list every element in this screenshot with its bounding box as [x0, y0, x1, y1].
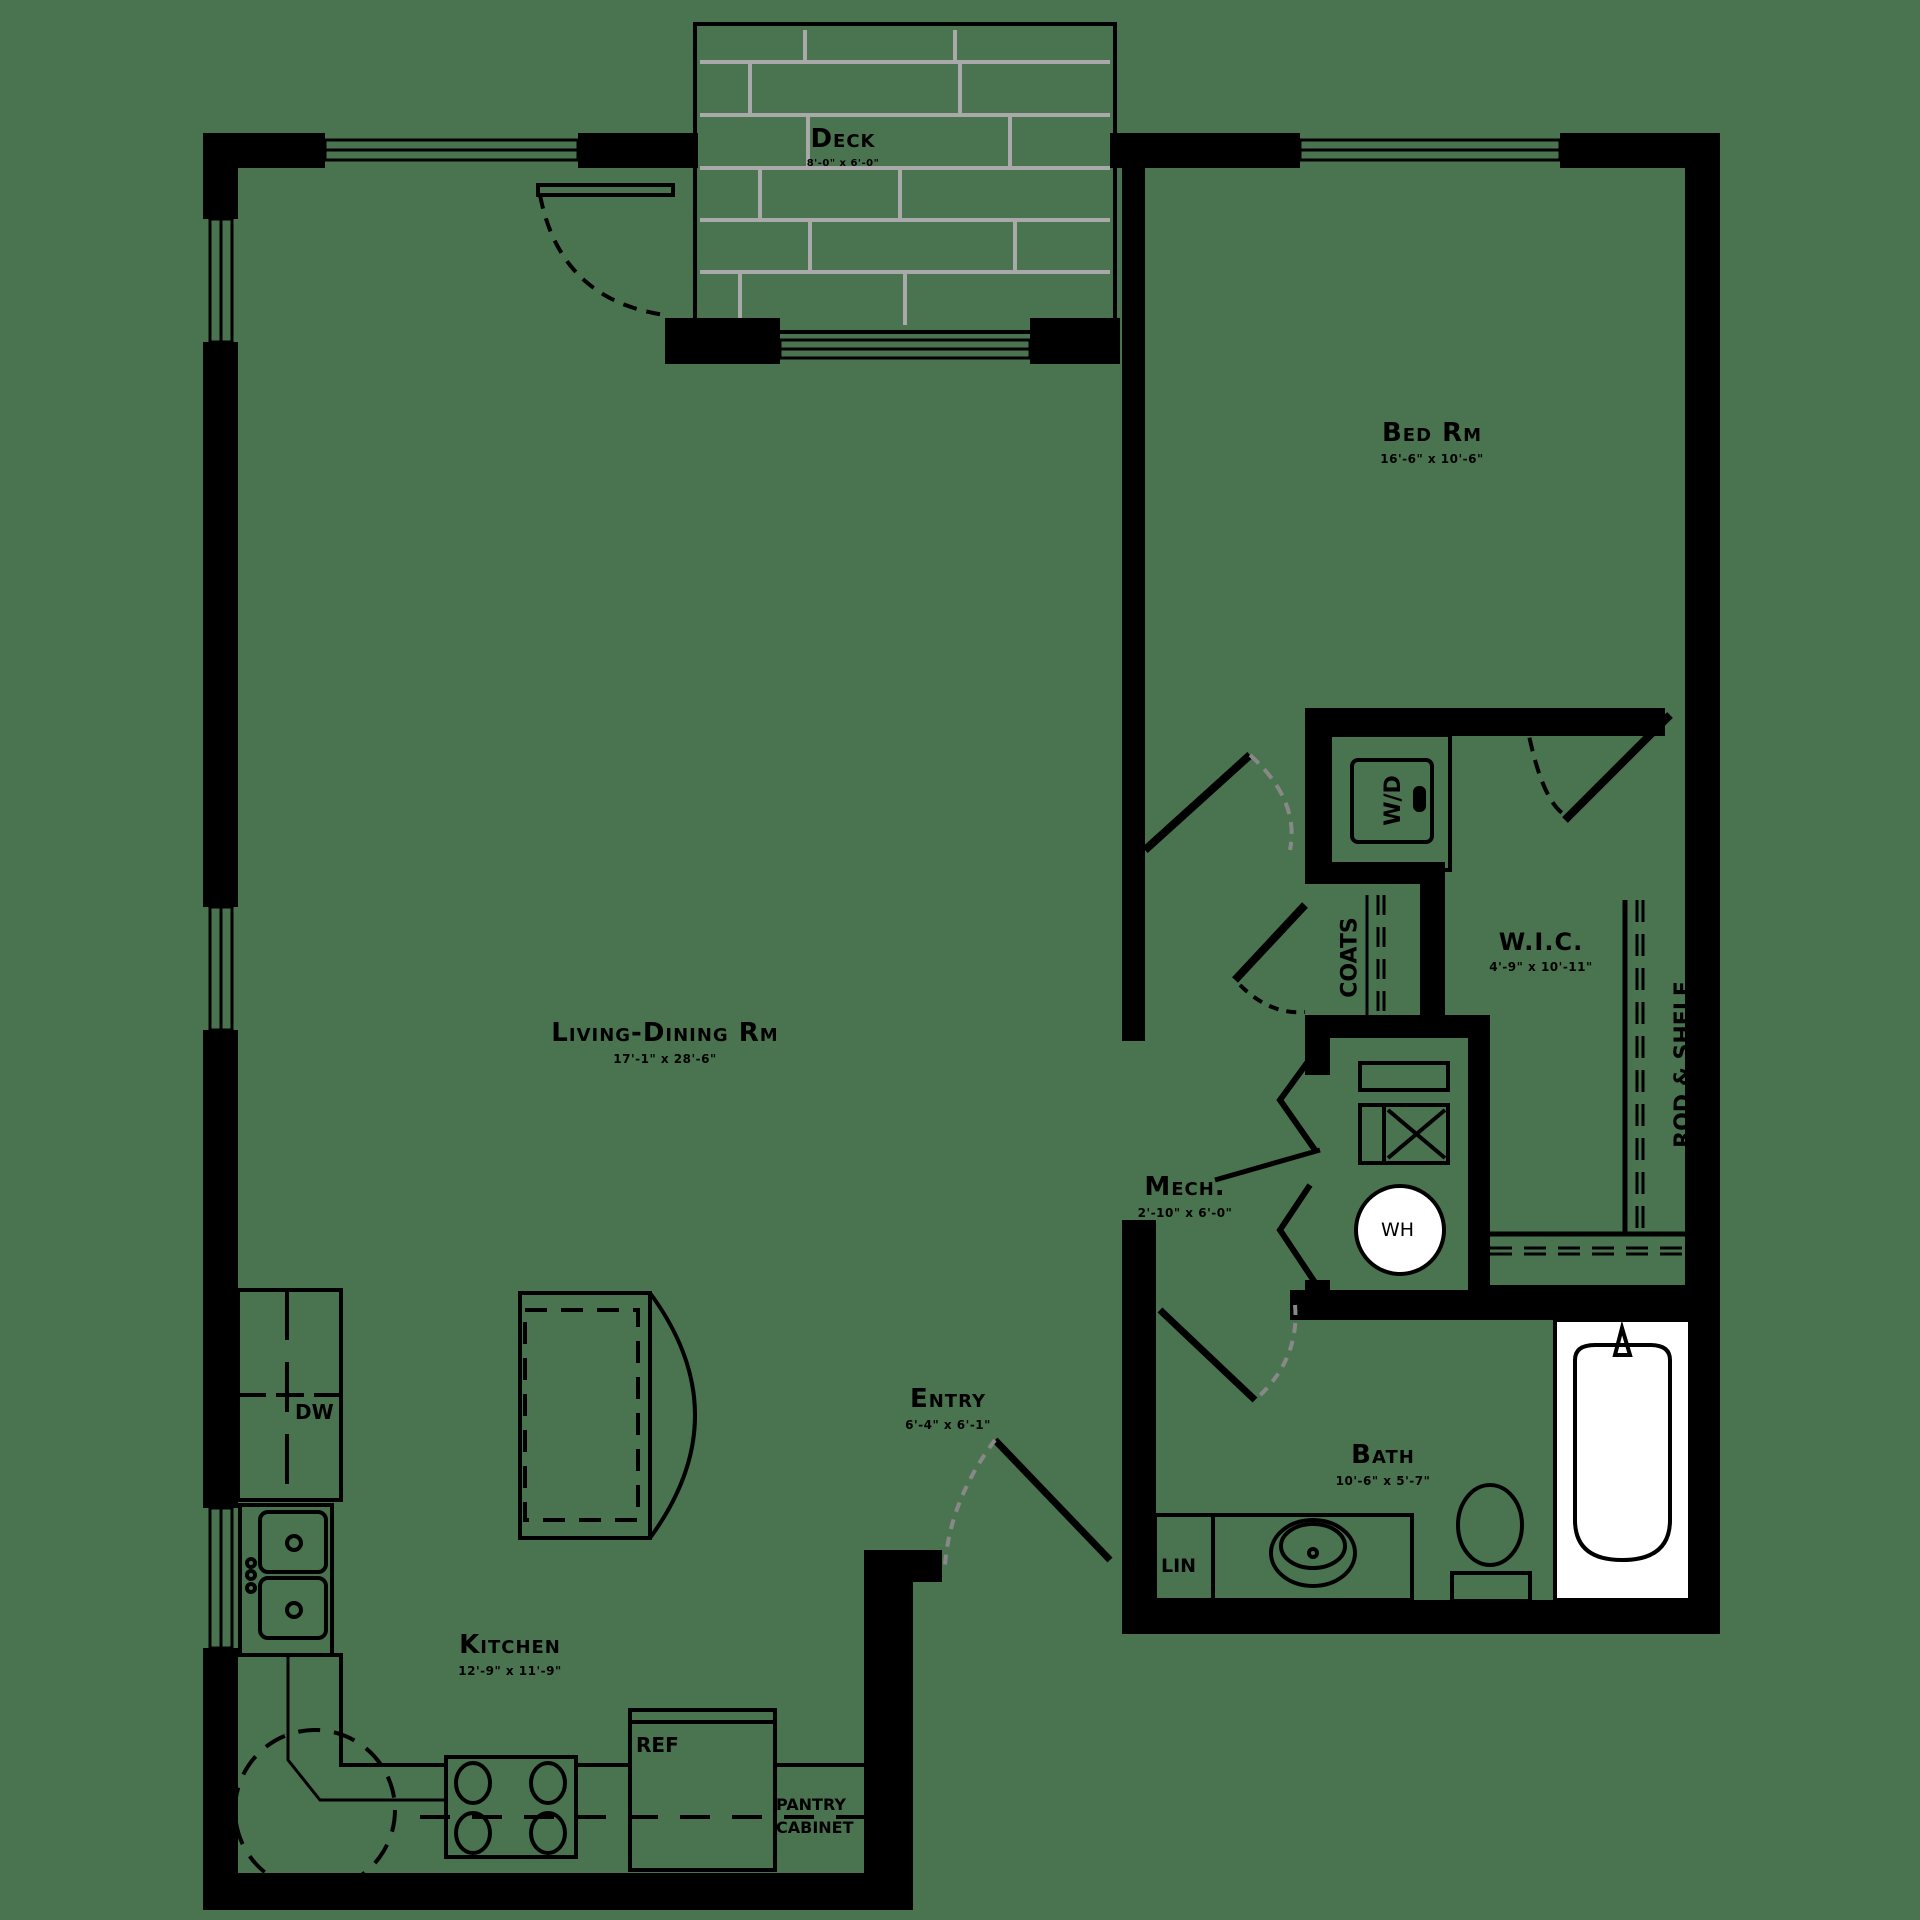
room-name: Bed Rm	[1381, 418, 1483, 448]
room-name: W.I.C.	[1498, 928, 1584, 956]
pantry-line-2: CABINET	[776, 1818, 854, 1837]
coats-label: COATS	[1337, 917, 1363, 998]
washer-dryer-label: W/D	[1380, 775, 1406, 826]
room-dimensions: 17'-1" x 28'-6"	[613, 1052, 717, 1066]
kitchen-fixtures	[235, 1290, 864, 1890]
linen-label: LIN	[1161, 1555, 1197, 1577]
room-label-bath	[1336, 1440, 1431, 1488]
water-heater-label: WH	[1381, 1219, 1415, 1241]
room-label-wic	[1489, 928, 1593, 974]
room-dimensions: 6'-4" x 6'-1"	[905, 1418, 991, 1432]
pantry-cabinet-label	[776, 1793, 854, 1839]
room-name: Deck	[810, 124, 876, 154]
room-label-entry	[905, 1384, 991, 1432]
refrigerator-label: REF	[636, 1733, 679, 1757]
dishwasher-label: DW	[295, 1400, 334, 1424]
room-label-mech	[1138, 1172, 1233, 1220]
pantry-line-1: PANTRY	[776, 1795, 846, 1814]
room-label-living-dining	[551, 1018, 778, 1066]
coats-closet	[1367, 895, 1384, 1015]
room-name: Mech.	[1144, 1172, 1226, 1202]
room-label-deck	[807, 124, 880, 169]
room-dimensions: 10'-6" x 5'-7"	[1335, 1474, 1431, 1488]
room-dimensions: 4'-9" x 10'-11"	[1489, 960, 1593, 974]
mechanical-unit	[1356, 1063, 1448, 1274]
rod-shelf-label: ROD & SHELF	[1670, 981, 1696, 1148]
kitchen-island	[520, 1293, 695, 1538]
room-name: Bath	[1351, 1440, 1415, 1470]
room-dimensions: 2'-10" x 6'-0"	[1137, 1206, 1233, 1220]
room-label-bedroom	[1380, 418, 1484, 466]
room-dimensions: 16'-6" x 10'-6"	[1380, 452, 1484, 466]
room-name: Living-Dining Rm	[551, 1018, 779, 1048]
room-label-kitchen	[458, 1630, 562, 1678]
room-dimensions: 12'-9" x 11'-9"	[458, 1664, 562, 1678]
deck	[695, 24, 1115, 332]
room-dimensions: 8'-0" x 6'-0"	[806, 158, 880, 169]
room-name: Kitchen	[459, 1630, 561, 1660]
room-name: Entry	[909, 1384, 986, 1414]
windows	[210, 140, 1560, 1648]
walls	[203, 133, 1720, 1910]
doors	[538, 185, 1670, 1565]
